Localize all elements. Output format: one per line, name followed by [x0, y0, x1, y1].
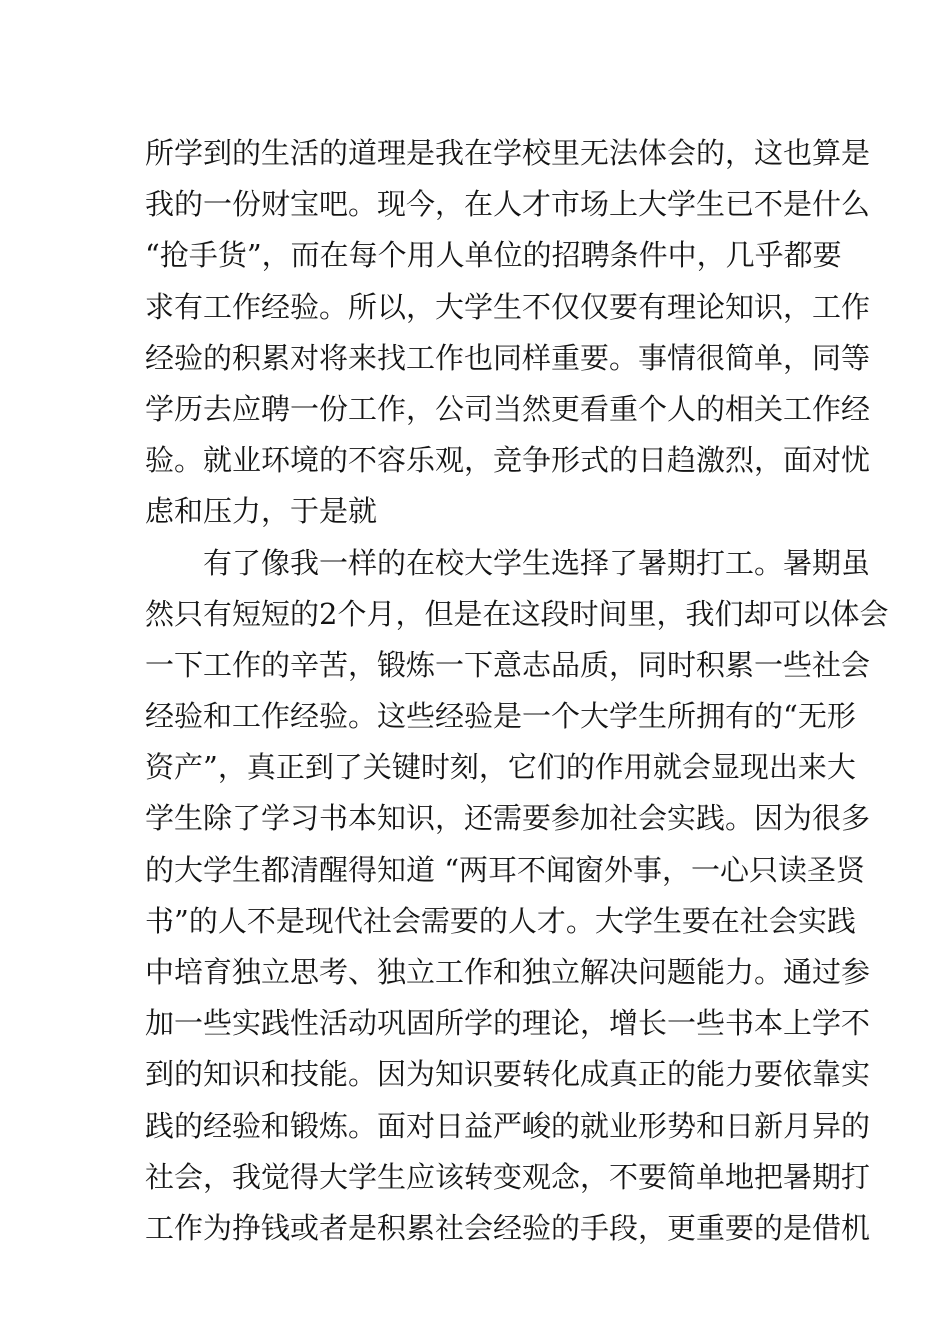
text-line: “抢手货”，而在每个用人单位的招聘条件中，几乎都要: [145, 238, 842, 273]
text-line: 的大学生都清醒得知道 “两耳不闻窗外事，一心只读圣贤: [145, 852, 866, 887]
paragraph: [145, 128, 871, 538]
text-line: 所学到的生活的道理是我在学校里无法体会的，这也算是: [145, 136, 871, 170]
paragraph: [145, 538, 889, 1255]
text-line: 践的经验和锻炼。面对日益严峻的就业形势和日新月异的: [145, 1108, 871, 1143]
text-line: 验。就业环境的不容乐观，竞争形式的日趋激烈，面对忧: [145, 443, 871, 478]
text-line: 有了像我一样的在校大学生选择了暑期打工。暑期虽: [203, 545, 871, 580]
text-line: 一下工作的辛苦，锻炼一下意志品质，同时积累一些社会: [145, 647, 871, 682]
text-line: 社会，我觉得大学生应该转变观念，不要简单地把暑期打: [145, 1159, 871, 1194]
text-line: 中培育独立思考、独立工作和独立解决问题能力。通过参: [145, 955, 871, 989]
text-line: 经验和工作经验。这些经验是一个大学生所拥有的“无形: [145, 699, 856, 734]
text-line: 学历去应聘一份工作，公司当然更看重个人的相关工作经: [145, 391, 871, 426]
text-line: 工作为挣钱或者是积累社会经验的手段，更重要的是借机: [145, 1210, 871, 1245]
text-line: 我的一份财宝吧。现今，在人才市场上大学生已不是什么: [145, 187, 871, 222]
text-line: 虑和压力，于是就: [145, 494, 378, 529]
text-line: 然只有短短的2个月，但是在这段时间里，我们却可以体会: [145, 596, 889, 631]
text-line: 学生除了学习书本知识，还需要参加社会实践。因为很多: [145, 801, 871, 836]
text-line: 到的知识和技能。因为知识要转化成真正的能力要依靠实: [145, 1057, 871, 1092]
text-line: 经验的积累对将来找工作也同样重要。事情很简单，同等: [145, 340, 871, 375]
text-line: 书”的人不是现代社会需要的人才。大学生要在社会实践: [145, 903, 856, 938]
text-line: 资产”，真正到了关键时刻，它们的作用就会显现出来大: [145, 750, 856, 785]
text-line: 求有工作经验。所以，大学生不仅仅要有理论知识，工作: [145, 289, 871, 324]
document-body: [145, 128, 889, 1254]
text-line: 加一些实践性活动巩固所学的理论，增长一些书本上学不: [145, 1006, 871, 1041]
